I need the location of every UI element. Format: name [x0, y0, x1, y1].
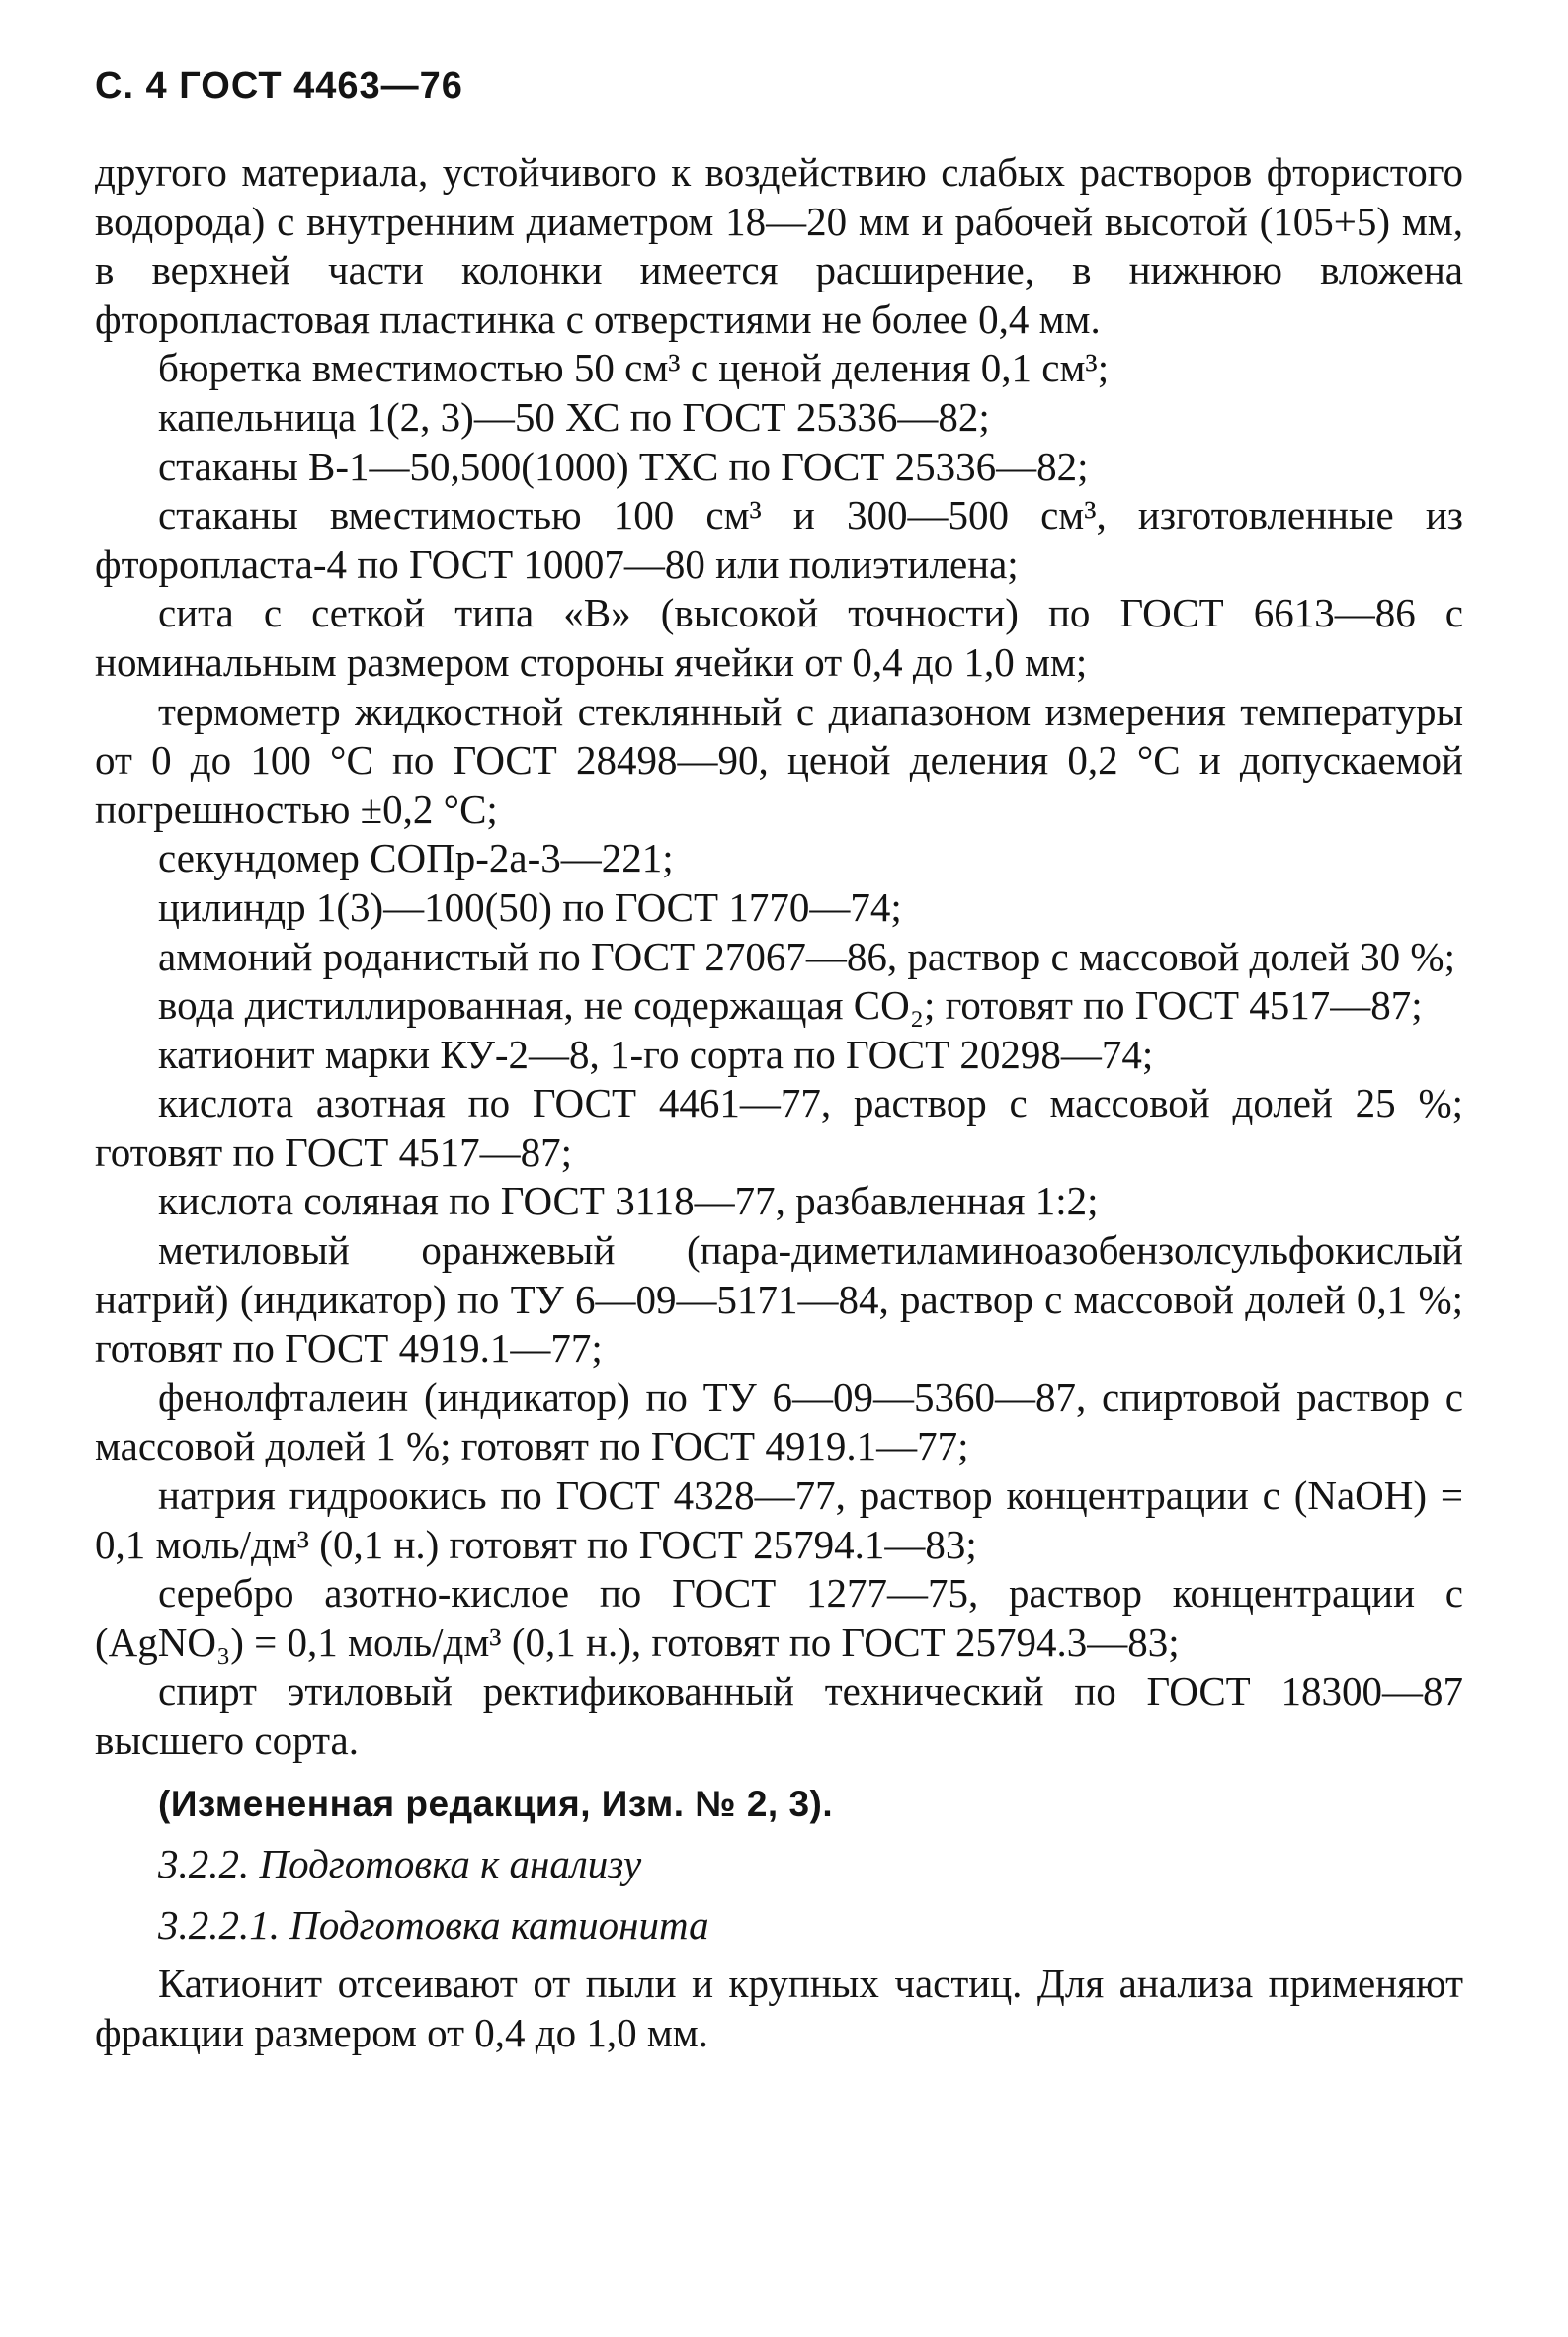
list-item-nitric-acid: кислота азотная по ГОСТ 4461—77, раствор с массовой долей 25 %; готовят по ГОСТ 4517—87; [95, 1080, 1463, 1175]
list-item-methyl-orange: метиловый оранжевый (пара-диметиламиноазобензолсульфокислый натрий) (индикатор) по ТУ 6—09—5171—84, раствор с массовой долей 0,1 %; готовят по ГОСТ 4919.1—77; [95, 1227, 1463, 1372]
list-item-cation-exchanger: катионит марки КУ-2—8, 1-го сорта по ГОСТ 20298—74; [158, 1031, 1154, 1077]
list-item-ethyl-alcohol: спирт этиловый ректификованный технический по ГОСТ 18300—87 высшего сорта. [95, 1668, 1463, 1763]
list-item-silver-nitrate: серебро азотно-кислое по ГОСТ 1277—75, раствор концентрации c (AgNO₃) = 0,1 моль/дм³ (0,1 н.), готовят по ГОСТ 25794.3—83; [95, 1570, 1463, 1665]
paragraph-cation-preparation: Катионит отсеивают от пыли и крупных частиц. Для анализа применяют фракции размером от 0,4 до 1,0 мм. [95, 1961, 1463, 2055]
list-item-ammonium-thiocyanate: аммоний роданистый по ГОСТ 27067—86, раствор с массовой долей 30 %; [158, 933, 1455, 979]
list-item-burette: бюретка вместимостью 50 см³ с ценой деления 0,1 см³; [158, 345, 1110, 391]
list-item-ptfe-beakers: стаканы вместимостью 100 см³ и 300—500 см³, изготовленные из фторопласта-4 по ГОСТ 10007—80 или полиэтилена; [95, 492, 1463, 587]
list-item-dropper: капельница 1(2, 3)—50 ХС по ГОСТ 25336—82; [158, 393, 990, 440]
list-item-distilled-water: вода дистиллированная, не содержащая CO₂; готовят по ГОСТ 4517—87; [158, 982, 1423, 1029]
list-item-stopwatch: секундомер СОПр-2а-3—221; [158, 835, 674, 881]
list-item-hydrochloric-acid: кислота соляная по ГОСТ 3118—77, разбавленная 1:2; [158, 1178, 1099, 1224]
list-item-thermometer: термометр жидкостной стеклянный с диапазоном измерения температуры от 0 до 100 °С по ГОСТ 28498—90, ценой деления 0,2 °С и допускаемой погрешностью ±0,2 °С; [95, 688, 1463, 832]
amendment-note: (Измененная редакция, Изм. № 2, 3). [158, 1783, 834, 1824]
list-item-sodium-hydroxide: натрия гидроокись по ГОСТ 4328—77, раствор концентрации c (NaOH) = 0,1 моль/дм³ (0,1 н.) готовят по ГОСТ 25794.1—83; [95, 1472, 1463, 1567]
page-header: С. 4 ГОСТ 4463—76 [95, 65, 463, 107]
paragraph-continuation: другого материала, устойчивого к воздействию слабых растворов фтористого водорода) с внутренним диаметром 18—20 мм и рабочей высотой (105+5) мм, в верхней части колонки имеется расширение, в нижнюю вложена фторопластовая пластинка с отверстиями не более 0,4 мм. [95, 149, 1463, 342]
list-item-beakers: стаканы В-1—50,500(1000) ТХС по ГОСТ 25336—82; [158, 443, 1089, 489]
section-heading-3-2-2-1: 3.2.2.1. Подготовка катионита [158, 1901, 709, 1948]
document-page [95, 61, 1463, 2058]
list-item-phenolphthalein: фенолфталеин (индикатор) по ТУ 6—09—5360—87, спиртовой раствор с массовой долей 1 %; готовят по ГОСТ 4919.1—77; [95, 1374, 1463, 1469]
section-heading-3-2-2: 3.2.2. Подготовка к анализу [158, 1841, 642, 1887]
list-item-cylinder: цилиндр 1(3)—100(50) по ГОСТ 1770—74; [158, 883, 902, 930]
list-item-sieves: сита с сеткой типа «В» (высокой точности) по ГОСТ 6613—86 с номинальным размером стороны ячейки от 0,4 до 1,0 мм; [95, 590, 1463, 685]
